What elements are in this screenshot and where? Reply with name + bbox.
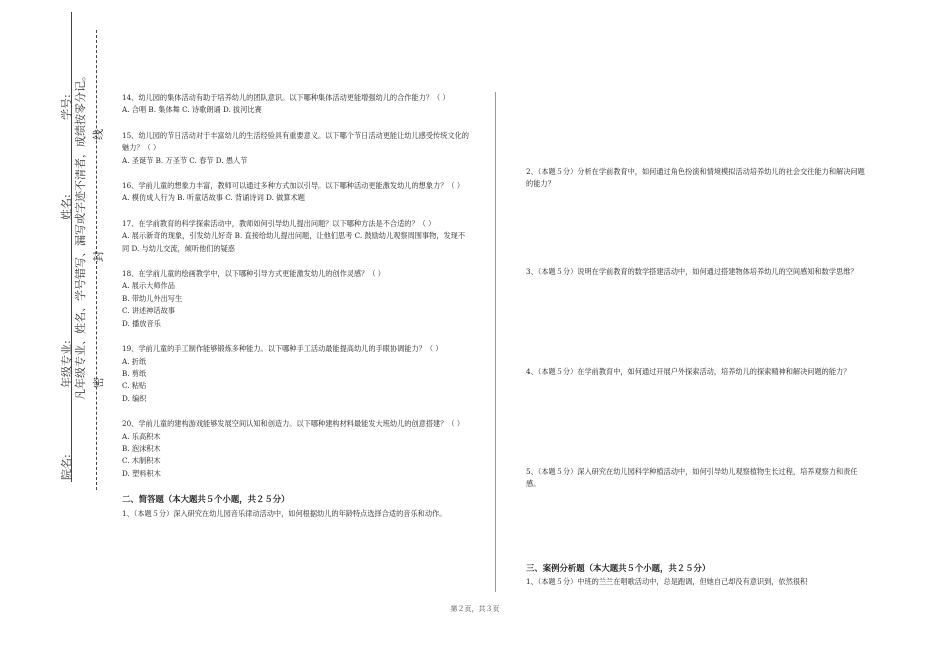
question-stem: 18、在学前儿童的绘画教学中，以下哪种引导方式更能激发幼儿的创作灵感？（ ） xyxy=(122,269,385,279)
question-17 xyxy=(122,218,472,255)
short-answer-4: 4、（本题５分）在学前教育中，如何通过开展户外探索活动，培养幼儿的探索精神和解决问题的能力？ xyxy=(526,367,851,376)
question-16 xyxy=(122,180,472,205)
short-answer-2: 2、（本题５分）分析在学前教育中，如何通过角色扮演和情境模拟活动培养幼儿的社会交往能力和解决问题的能力？ xyxy=(526,167,865,189)
option-a: A. 乐高积木 xyxy=(122,431,161,441)
short-answer-5: 5、（本题５分）深入研究在幼儿园科学种植活动中，如何引导幼儿观察植物生长过程，培养观察力和责任感。 xyxy=(526,467,858,489)
option-d: D. 编织 xyxy=(122,393,147,403)
short-answer-3: 3、（本题５分）说明在学前教育的数学搭建活动中，如何通过搭建物体培养幼儿的空间感知和数学思维？ xyxy=(526,267,858,276)
seal-mark-mi: 密 xyxy=(92,377,105,388)
option-c: C. 粘贴 xyxy=(122,381,147,391)
binding-note: 凡年级专业、姓名、学号错写、漏写或字迹不清者，成绩按零分记。 xyxy=(74,70,87,400)
question-14 xyxy=(122,92,472,117)
school-label: 院名: xyxy=(60,454,73,480)
question-stem: 14、幼儿园的集体活动有助于培养幼儿的团队意识。以下哪种集体活动更能增强幼儿的合作能力？（ ） xyxy=(122,93,450,102)
option-b: B. 剪纸 xyxy=(122,368,147,378)
question-options: A. 圣诞节 B. 万圣节 C. 春节 D. 愚人节 xyxy=(122,155,248,165)
grade-major-label: 年级专业: xyxy=(60,340,73,388)
binding-margin xyxy=(0,0,105,672)
question-stem: 15、幼儿园的节日活动对于丰富幼儿的生活经验具有重要意义。以下哪个节日活动更能让幼儿感受传统文化的魅力？（ ） xyxy=(122,130,469,153)
question-18 xyxy=(122,268,472,330)
option-b: B. 泡沫积木 xyxy=(122,443,161,453)
question-stem: 16、学前儿童的想象力丰富，教师可以通过多种方式加以引导。以下哪种活动更能激发幼儿的想象力？（ ） xyxy=(122,181,465,191)
question-options: A. 展示新奇的现象，引发幼儿好奇 B. 直接给幼儿提出问题，让他们思考 C. 鼓励幼儿观察周围事物，发现不同 D. 与幼儿交流，倾听他们的疑惑 xyxy=(122,231,466,253)
short-answer-1: 1、（本题５分）深入研究在幼儿园音乐律动活动中，如何根据幼儿的年龄特点选择合适的音乐和动作。 xyxy=(122,508,447,518)
option-b: B. 带幼儿外出写生 xyxy=(122,293,183,303)
seal-mark-xian: 线 xyxy=(92,129,105,140)
question-stem: 19、学前儿童的手工制作能够锻炼多种能力。以下哪种手工活动最能提高幼儿的手眼协调能力？（ ） xyxy=(122,344,443,354)
case-analysis-1: 1、（本题５分）中班的兰兰在唱歌活动中，总是跑调，但她自己却没有意识到，依然很积 xyxy=(526,577,808,587)
option-a: A. 展示大师作品 xyxy=(122,281,175,291)
section-title: 三、案例分析题（本大题共５个小题，共２５分） xyxy=(526,563,711,573)
page-number: 第２页，共３页 xyxy=(450,605,500,613)
section-2 xyxy=(122,493,472,520)
question-options: A. 合唱 B. 集体舞 C. 诗歌朗诵 D. 拔河比赛 xyxy=(122,105,262,115)
question-stem: 20、学前儿童的建构游戏能够发展空间认知和创造力。以下哪种建构材料最能发大班幼儿的创意搭建？（ ） xyxy=(122,419,465,429)
option-a: A. 折纸 xyxy=(122,356,147,366)
question-options: A. 模仿成人行为 B. 听童话故事 C. 背诵诗词 D. 做算术题 xyxy=(122,193,305,203)
left-column xyxy=(122,92,472,520)
student-id-label: 学号: xyxy=(60,94,73,120)
option-d: D. 播放音乐 xyxy=(122,318,161,328)
section-3 xyxy=(526,562,866,589)
section-title: 二、简答题（本大题共５个小题，共２５分） xyxy=(122,494,290,505)
seal-mark-feng: 封 xyxy=(92,251,105,262)
question-stem: 17、在学前教育的科学探索活动中，教师如何引导幼儿提出问题？以下哪种方法是不合适的？（ ） xyxy=(122,218,436,228)
option-c: C. 讲述神话故事 xyxy=(122,306,175,316)
name-label: 姓名: xyxy=(60,194,73,220)
question-20 xyxy=(122,418,472,480)
column-divider xyxy=(495,92,496,592)
option-c: C. 木制积木 xyxy=(122,456,161,466)
option-d: D. 塑料积木 xyxy=(122,468,161,478)
question-19 xyxy=(122,343,472,405)
question-15 xyxy=(122,130,472,167)
